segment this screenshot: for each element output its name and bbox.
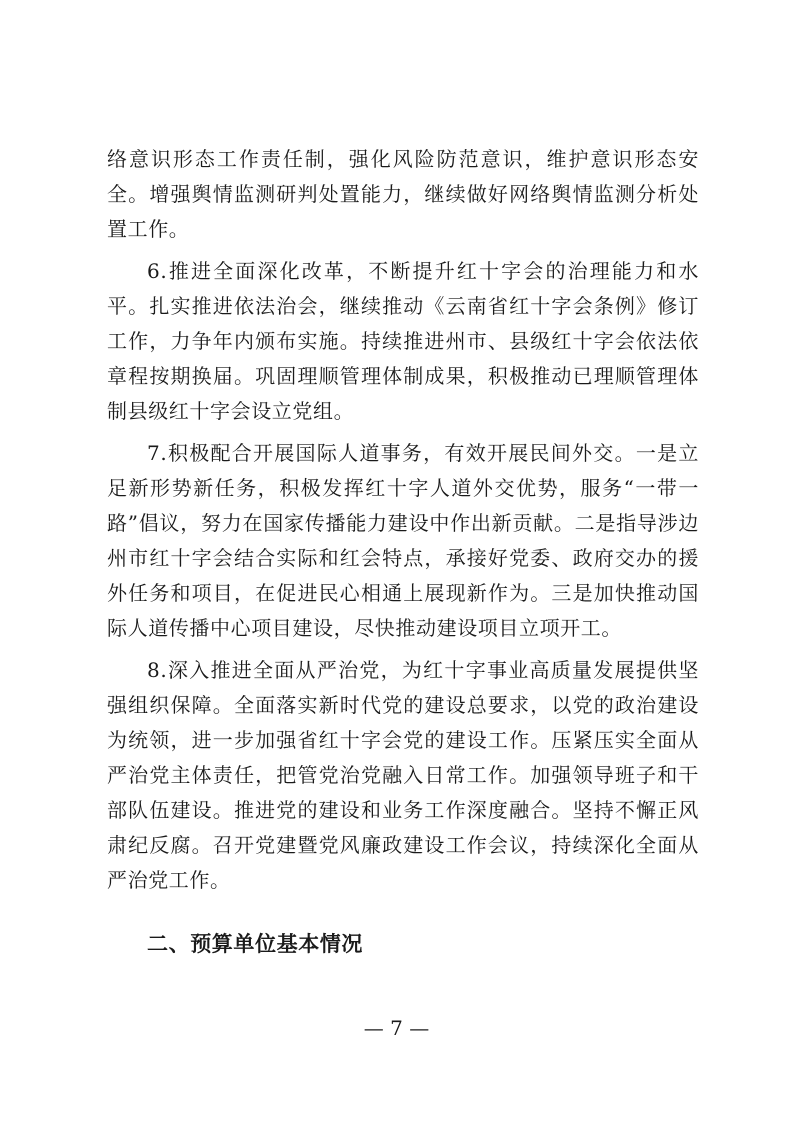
body-text [107,142,699,905]
page-number: — 7 — [363,1016,430,1040]
paragraph-item-8: 8.深入推进全面从严治党，为红十字事业高质量发展提供坚强组织保障。全面落实新时代党的建设总要求，以党的政治建设为统领，进一步加强省红十字会党的建设工作。压紧压实全面从严治党主体责任，把管党治党融入日常工作。加强领导班子和干部队伍建设。推进党的建设和业务工作深度融合。坚持不懈正风肃纪反腐。召开党建暨党风廉政建设工作会议，持续深化全面从严治党工作。 [107,658,699,892]
paragraph-item-7: 7.积极配合开展国际人道事务，有效开展民间外交。一是立足新形势新任务，积极发挥红十字人道外交优势，服务“一带一路”倡议，努力在国家传播能力建设中作出新贡献。二是指导涉边州市红十字会结合实际和红会特点，承接好党委、政府交办的援外任务和项目，在促进民心相通上展现新作为。三是加快推动国际人道传播中心项目建设，尽快推动建设项目立项开工。 [107,441,699,640]
paragraph-continuation: 络意识形态工作责任制，强化风险防范意识，维护意识形态安全。增强舆情监测研判处置能力，继续做好网络舆情监测分析处置工作。 [107,147,699,241]
section-heading: 二、预算单位基本情况 [147,932,363,956]
paragraph-item-6: 6.推进全面深化改革，不断提升红十字会的治理能力和水平。扎实推进依法治会，继续推动《云南省红十字会条例》修订工作，力争年内颁布实施。持续推进州市、县级红十字会依法依章程按期换届。巩固理顺管理体制成果，积极推动已理顺管理体制县级红十字会设立党组。 [107,259,699,423]
